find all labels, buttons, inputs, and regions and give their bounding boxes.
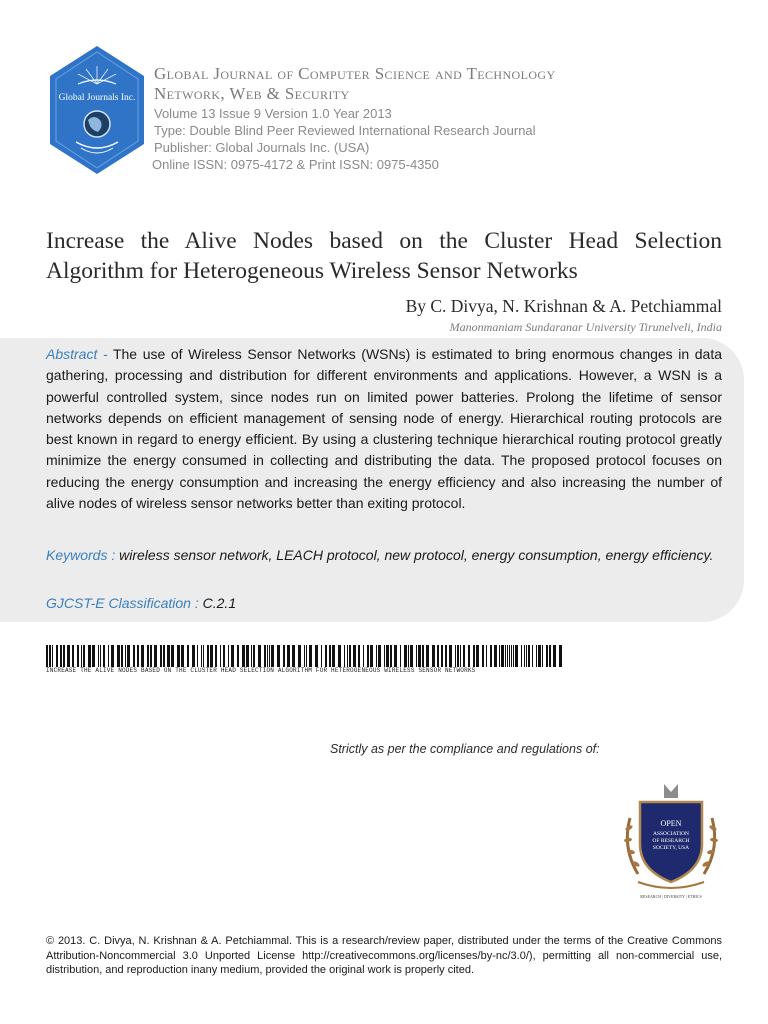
barcode-bar bbox=[215, 645, 217, 667]
barcode-bar bbox=[549, 645, 551, 667]
barcode-bar bbox=[526, 645, 527, 667]
barcode-bar bbox=[325, 645, 327, 667]
barcode-bar bbox=[67, 645, 70, 667]
barcode-bar bbox=[426, 645, 429, 667]
barcode-bar bbox=[347, 645, 348, 667]
barcode-bar bbox=[298, 645, 301, 667]
abstract-label: Abstract - bbox=[46, 346, 108, 362]
barcode-bar bbox=[468, 645, 470, 667]
barcode-bar bbox=[150, 645, 152, 667]
barcode-bar bbox=[344, 645, 345, 667]
barcode-bar bbox=[72, 645, 74, 667]
barcode-bar bbox=[223, 645, 225, 667]
barcode-bar bbox=[367, 645, 369, 667]
barcode-bar bbox=[499, 645, 500, 667]
barcode-bar bbox=[271, 645, 274, 667]
barcode-bar bbox=[258, 645, 261, 667]
keywords bbox=[46, 545, 722, 566]
barcode-bar bbox=[309, 645, 312, 667]
barcode-bar bbox=[536, 645, 537, 667]
logo-text: Global Journals Inc. bbox=[58, 93, 136, 103]
global-journals-logo bbox=[48, 44, 146, 176]
barcode-bar bbox=[187, 645, 189, 667]
barcode-bar bbox=[108, 645, 109, 667]
barcode-bar bbox=[321, 645, 322, 667]
barcode-bar bbox=[494, 645, 497, 667]
barcode-bar bbox=[400, 645, 401, 667]
barcode-bar bbox=[83, 645, 85, 667]
barcode-bar bbox=[88, 645, 91, 667]
paper-title-line2: Algorithm for Heterogeneous Wireless Sensor Networks bbox=[46, 258, 578, 284]
compliance-note: Strictly as per the compliance and regulations of: bbox=[330, 742, 600, 756]
barcode-bar bbox=[141, 645, 144, 667]
barcode-bar bbox=[532, 645, 533, 667]
barcode-bar bbox=[353, 645, 356, 667]
barcode-bar bbox=[460, 645, 461, 667]
barcode-bar bbox=[455, 645, 456, 667]
barcode-bar bbox=[203, 645, 204, 667]
barcode-bar bbox=[210, 645, 213, 667]
publisher: Publisher: Global Journals Inc. (USA) bbox=[154, 140, 370, 155]
barcode-bar bbox=[56, 645, 58, 667]
barcode-bar bbox=[449, 645, 452, 667]
barcode-bar bbox=[242, 645, 245, 667]
barcode-bar bbox=[370, 645, 373, 667]
barcode-bar bbox=[127, 645, 130, 667]
barcode-bar bbox=[283, 645, 285, 667]
paper-title-line1: Increase the Alive Nodes based on the Cluster Head Selection bbox=[46, 228, 722, 254]
barcode-bar bbox=[49, 645, 51, 667]
barcode-bar bbox=[287, 645, 290, 667]
affiliation: Manonmaniam Sundaranar University Tirunelveli, India bbox=[449, 320, 722, 334]
barcode-bar bbox=[269, 645, 270, 667]
barcode-bar bbox=[559, 645, 562, 667]
abstract bbox=[46, 344, 722, 514]
seal-text-4: SOCIETY, USA bbox=[652, 845, 690, 851]
barcode-bar bbox=[386, 645, 389, 667]
barcode-bar bbox=[521, 645, 522, 667]
seal-text-2: ASSOCIATION bbox=[652, 831, 690, 837]
license-footer: © 2013. C. Divya, N. Krishnan & A. Petchiammal. This is a research/review paper, distributed under the terms of the Creative Commons Attribution-Noncommercial 3.0 Unported License http://creativecommons.org/licenses/by-nc/3.0/), permitting all non-commercial use, distribution, and reproduction inany medium, provided the original work is properly cited. bbox=[46, 935, 722, 976]
barcode-bar bbox=[394, 645, 397, 667]
barcode-bar bbox=[60, 645, 62, 667]
barcode-bar bbox=[473, 645, 475, 667]
barcode-bar bbox=[111, 645, 114, 667]
barcode-bar bbox=[376, 645, 377, 667]
barcode-bar bbox=[509, 645, 510, 667]
barcode-bar bbox=[513, 645, 514, 667]
classification-code: C.2.1 bbox=[198, 595, 237, 611]
abstract-text: The use of Wireless Sensor Networks (WSNs) is estimated to bring enormous changes in data gathering, processing and distribution for different environments and applications. However, a WSN is a powerful controlled system, since nodes run on limited power batteries. Prolong the lifetime of sensor networks depends on efficient management of sensing node of energy. Hierarchical routing protocols are best known in regard to energy efficient. By using a clustering technique hierarchical routing protocol greatly minimize the energy consumed in collecting and distributing the data. The proposed protocol focuses on reducing the energy consumption and increasing the energy efficiency and also increasing the number of alive nodes of wireless sensor networks better than exiting protocol. bbox=[46, 346, 723, 512]
volume-info: Volume 13 Issue 9 Version 1.0 Year 2013 bbox=[154, 106, 392, 121]
barcode-bar bbox=[511, 645, 512, 667]
barcode-bar bbox=[404, 645, 407, 667]
barcode-text: INCREASE THE ALIVE NODES BASED ON THE CLUSTER HEAD SELECTION ALGORITHM FOR HETEROGENEOUS WIRELESS SENSOR NETWORKS bbox=[46, 667, 476, 674]
barcode-bar bbox=[486, 645, 487, 667]
barcode-bar bbox=[292, 645, 295, 667]
research-society-seal bbox=[620, 778, 722, 902]
keywords-text: wireless sensor network, LEACH protocol, new protocol, energy consumption, energy efficiency. bbox=[115, 547, 714, 563]
barcode-bar bbox=[476, 645, 479, 667]
barcode-bar bbox=[98, 645, 99, 667]
barcode-bar bbox=[100, 645, 101, 667]
authors: By C. Divya, N. Krishnan & A. Petchiammal bbox=[405, 296, 722, 316]
barcode-bar bbox=[416, 645, 417, 667]
barcode-bar bbox=[457, 645, 459, 667]
barcode-bar bbox=[524, 645, 525, 667]
barcode-bar bbox=[410, 645, 413, 667]
seal-text-1: OPEN bbox=[660, 819, 682, 828]
issn: Online ISSN: 0975-4172 & Print ISSN: 0975-4350 bbox=[152, 157, 439, 172]
barcode-bar bbox=[542, 645, 543, 667]
barcode-bar bbox=[264, 645, 266, 667]
barcode-bar bbox=[103, 645, 105, 667]
barcode-bar bbox=[201, 645, 202, 667]
barcode-bar bbox=[384, 645, 385, 667]
barcode-bar bbox=[228, 645, 229, 667]
barcode-bar bbox=[390, 645, 392, 667]
barcode-bar bbox=[441, 645, 443, 667]
barcode-bar bbox=[408, 645, 409, 667]
barcode-bar bbox=[207, 645, 209, 667]
barcode-bar bbox=[117, 645, 120, 667]
barcode-bar bbox=[63, 645, 65, 667]
barcode-bar bbox=[192, 645, 195, 667]
barcode-bar bbox=[167, 645, 170, 667]
barcode-bar bbox=[253, 645, 255, 667]
barcode-bar bbox=[501, 645, 504, 667]
barcode-bar bbox=[490, 645, 492, 667]
barcode-bar bbox=[432, 645, 435, 667]
barcode-bar bbox=[505, 645, 506, 667]
barcode-bar bbox=[125, 645, 126, 667]
barcode bbox=[46, 645, 564, 667]
barcode-bar bbox=[546, 645, 548, 667]
barcode-bar bbox=[445, 645, 447, 667]
barcode-bar bbox=[133, 645, 135, 667]
classification-label: GJCST-E Classification : bbox=[46, 595, 199, 611]
barcode-bar bbox=[77, 645, 79, 667]
barcode-bar bbox=[349, 645, 351, 667]
barcode-bar bbox=[528, 645, 530, 667]
barcode-bar bbox=[332, 645, 335, 667]
barcode-bar bbox=[538, 645, 541, 667]
barcode-bar bbox=[231, 645, 234, 667]
barcode-bar bbox=[418, 645, 421, 667]
barcode-bar bbox=[46, 645, 48, 667]
barcode-bar bbox=[181, 645, 184, 667]
barcode-bar bbox=[177, 645, 180, 667]
barcode-bar bbox=[277, 645, 280, 667]
barcode-bar bbox=[160, 645, 162, 667]
barcode-bar bbox=[246, 645, 249, 667]
barcode-bar bbox=[378, 645, 381, 667]
barcode-bar bbox=[267, 645, 268, 667]
seal-motto: RESEARCH | DIVERSITY | ETHICS bbox=[640, 894, 702, 899]
barcode-bar bbox=[163, 645, 165, 667]
barcode-bar bbox=[358, 645, 360, 667]
barcode-bar bbox=[81, 645, 82, 667]
barcode-bar bbox=[329, 645, 331, 667]
barcode-bar bbox=[220, 645, 221, 667]
barcode-bar bbox=[553, 645, 556, 667]
barcode-bar bbox=[121, 645, 123, 667]
seal-text-3: OF RESEARCH bbox=[652, 838, 690, 844]
journal-type: Type: Double Blind Peer Reviewed International Research Journal bbox=[154, 123, 536, 138]
barcode-bar bbox=[52, 645, 53, 667]
barcode-bar bbox=[315, 645, 318, 667]
barcode-bar bbox=[137, 645, 139, 667]
journal-title-line2: Network, Web & Security bbox=[154, 84, 350, 103]
barcode-bar bbox=[422, 645, 424, 667]
barcode-bar bbox=[251, 645, 252, 667]
barcode-bar bbox=[197, 645, 198, 667]
barcode-bar bbox=[338, 645, 341, 667]
barcode-bar bbox=[507, 645, 508, 667]
barcode-bar bbox=[171, 645, 174, 667]
barcode-bar bbox=[237, 645, 239, 667]
classification bbox=[46, 595, 236, 611]
barcode-bar bbox=[363, 645, 364, 667]
barcode-bar bbox=[147, 645, 149, 667]
barcode-bar bbox=[306, 645, 307, 667]
barcode-bar bbox=[92, 645, 95, 667]
journal-title-line1: Global Journal of Computer Science and Technology bbox=[154, 64, 556, 83]
barcode-bar bbox=[463, 645, 465, 667]
barcode-bar bbox=[515, 645, 518, 667]
barcode-bar bbox=[482, 645, 484, 667]
barcode-bar bbox=[304, 645, 305, 667]
barcode-bar bbox=[437, 645, 439, 667]
keywords-label: Keywords : bbox=[46, 547, 116, 563]
barcode-bar bbox=[154, 645, 157, 667]
